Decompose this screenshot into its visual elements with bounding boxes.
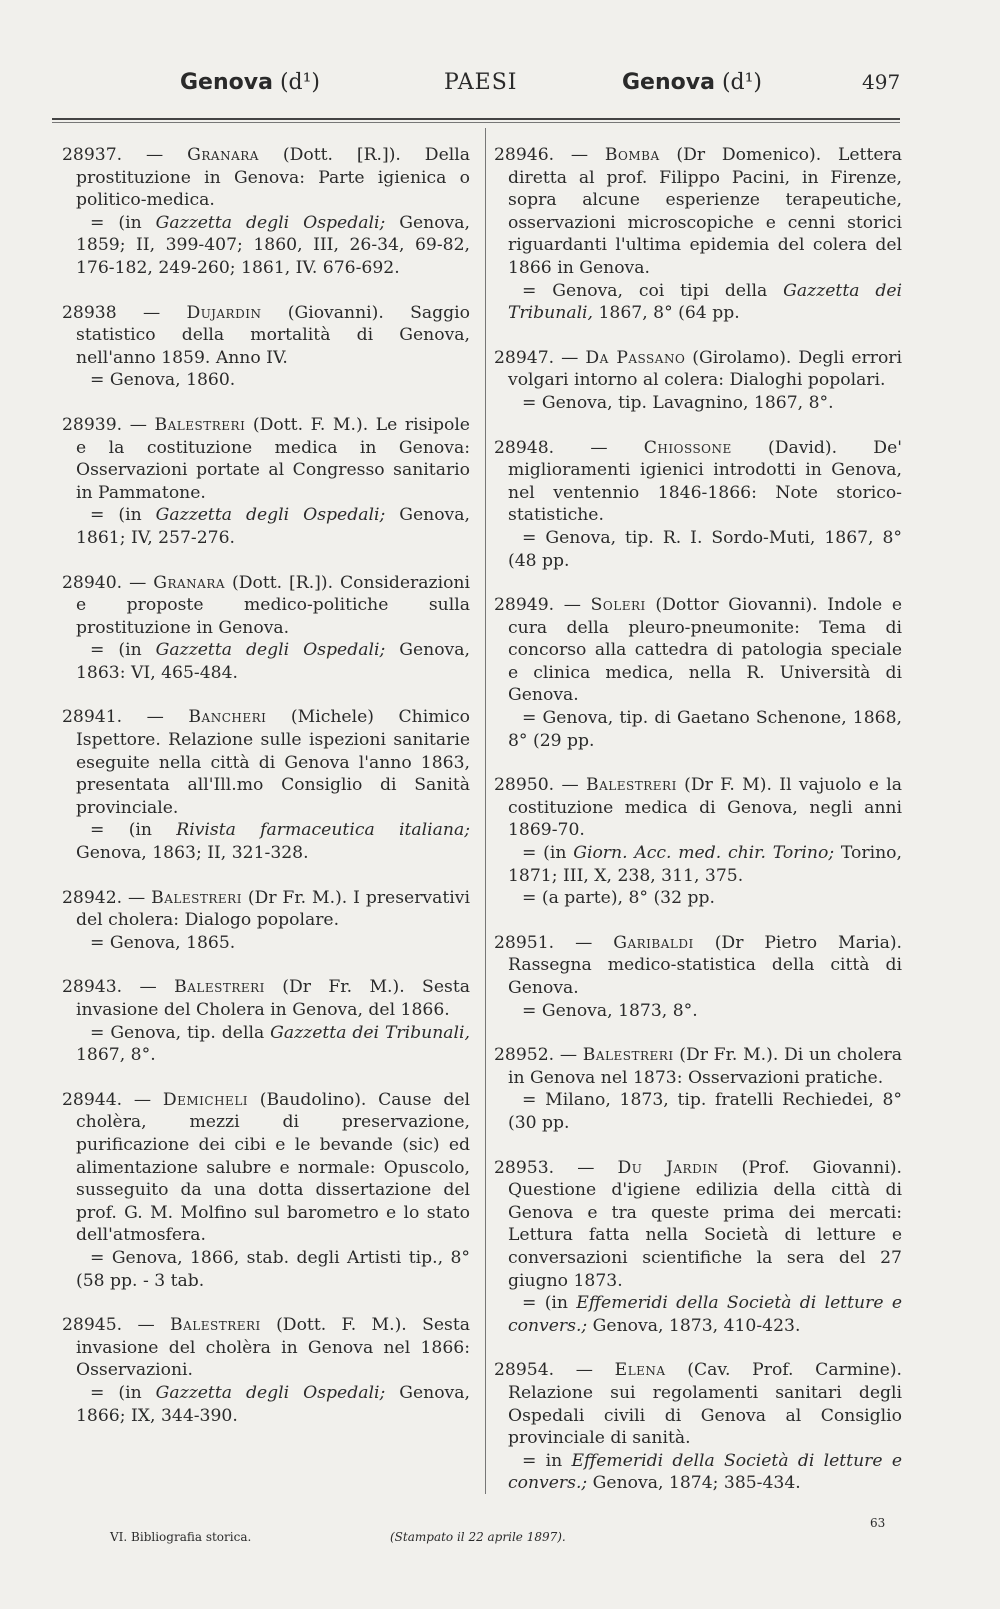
publication-pre: = Genova, tip. R. I. Sordo-Muti, 1867, 8° (48 pp. [508, 527, 902, 571]
entry-title: (Michele) Chimico Ispettore. Relazione sulle ispezioni sanitarie eseguite nella città di Genova l'anno 1863, presentata all'Ill.mo Consiglio di Sanità provinciale. [76, 707, 470, 818]
publication-post: Genova, 1863: VI, 465-484. [76, 640, 470, 683]
entry-number: 28946. [494, 145, 555, 165]
publication-italic: Gazzetta dei Tribunali, [508, 280, 902, 324]
entry-number: 28947. [494, 347, 555, 368]
entry-publication [494, 527, 902, 572]
publication-pre: = in [522, 1450, 572, 1471]
entry-publication [62, 1022, 470, 1067]
entry-number: 28948. [494, 437, 555, 458]
publication-post: Genova, 1861; IV, 257-276. [76, 505, 470, 548]
entry-publication [494, 1000, 902, 1023]
bibliography-entry [494, 774, 902, 910]
entry-title: (Dott. F. M.). Le risipole e la costituzione medica in Genova: Osservazioni portate al Congresso sanitario in Pammatone. [76, 414, 470, 503]
entry-title: (Dr Fr. M.). Sesta invasione del Cholera in Genova, del 1866. [76, 977, 470, 1020]
entry-publication [62, 369, 470, 392]
publication-pre: = Genova, tip. Lavagnino, 1867, 8°. [522, 392, 834, 413]
header-rule [52, 118, 900, 120]
page-footer [110, 1516, 900, 1550]
publication-italic: Gazzetta degli Ospedali; [155, 505, 386, 526]
entry-citation: 28951. — Garibaldi (Dr Pietro Maria). Rassegna medico-statistica della città di Genova. [494, 932, 902, 998]
publication-italic: Gazzetta degli Ospedali; [155, 1382, 386, 1403]
entry-publication [62, 1247, 470, 1292]
publication-italic: Gazzetta degli Ospedali; [155, 212, 386, 233]
publication-pre: = Milano, 1873, tip. fratelli Rechiedei, 8° (30 pp. [508, 1090, 902, 1133]
entry-publication [494, 1292, 902, 1337]
entry-number: 28951. [494, 932, 555, 953]
publication-post: Torino, 1871; III, X, 238, 311, 375. [508, 843, 902, 886]
entry-number: 28939. [62, 414, 123, 435]
entry-author: Granara [187, 145, 259, 165]
entry-title: (Dr Pietro Maria). Rassegna medico-statistica della città di Genova. [508, 932, 902, 998]
publication-pre: = Genova, tip. della [90, 1022, 271, 1043]
publication-pre: = (in [90, 1382, 156, 1403]
entry-citation: 28945. — Balestreri (Dott. F. M.). Sesta invasione del cholèra in Genova nel 1866: Osservazioni. [62, 1315, 470, 1381]
publication-pre: = Genova, 1866, stab. degli Artisti tip., 8° (58 pp. - 3 tab. [76, 1247, 470, 1291]
entry-publication [494, 280, 902, 325]
entry-title: (Dr Domenico). Lettera diretta al prof. Filippo Pacini, in Firenze, sopra alcune esperienze terapeutiche, osservazioni microscopiche e cenni storici riguardanti l'ultima epidemia del colera del 1866 in Genova. [508, 145, 902, 278]
entry-author: Bomba [604, 145, 660, 165]
bibliography-entry [494, 594, 902, 752]
entry-title: (Dott. F. M.). Sesta invasione del cholèra in Genova nel 1866: Osservazioni. [76, 1315, 470, 1381]
bibliography-entry [62, 1314, 470, 1427]
entry-citation: 28947. — Da Passano (Girolamo). Degli errori volgari intorno al colera: Dialoghi popolari. [494, 347, 903, 391]
entry-author: Da Passano [585, 347, 686, 368]
right-column [494, 144, 902, 1517]
entry-publication [62, 819, 470, 864]
entry-number: 28942. [62, 887, 123, 908]
entry-citation: 28938 — Dujardin (Giovanni). Saggio statistico della mortalità di Genova, nell'anno 1859. Anno IV. [62, 302, 470, 368]
footer-signature: 63 [870, 1516, 886, 1530]
bibliography-entry [62, 976, 470, 1066]
entry-number: 28952. [494, 1045, 555, 1066]
publication-post: 1867, 8°. [76, 1045, 156, 1066]
publication-pre: = (in [90, 640, 156, 661]
entry-title: (Girolamo). Degli errori volgari intorno al colera: Dialoghi popolari. [508, 347, 903, 391]
entry-author: Balestreri [585, 775, 677, 796]
entry-number: 28945. [62, 1315, 123, 1336]
bibliography-entry [62, 144, 470, 280]
entry-publication [494, 842, 902, 887]
publication-post: 1867, 8° (64 pp. [593, 303, 740, 324]
entry-author: Soleri [590, 595, 646, 616]
entry-citation: 28953. — Du Jardin (Prof. Giovanni). Questione d'igiene edilizia della città di Genova e tra queste prima dei mercati: Lettura fatta nella Società di letture e conversazioni scientifiche la sera del 27 giugno 1873. [494, 1157, 902, 1291]
entry-citation: 28949. — Soleri (Dottor Giovanni). Indole e cura della pleuro-pneumonite: Tema di concorso alla cattedra di patologia speciale e clinica medica, nella R. Università di Genova. [494, 595, 902, 706]
entry-publication [494, 707, 902, 752]
publication-italic: Gazzetta dei Tribunali, [270, 1022, 470, 1043]
bibliography-entry [494, 437, 902, 573]
running-header [180, 70, 900, 110]
bibliography-entry [494, 1359, 902, 1495]
publication-post: Genova, 1873, 410-423. [587, 1315, 801, 1336]
entry-citation: 28954. — Elena (Cav. Prof. Carmine). Relazione sui regolamenti sanitari degli Ospedali civili di Genova al Consiglio provinciale di sanità. [494, 1360, 902, 1449]
entry-citation: 28948. — Chiossone (David). De' miglioramenti igienici introdotti in Genova, nel ventennio 1846-1866: Note storico-statistiche. [494, 437, 902, 526]
entry-citation: 28950. — Balestreri (Dr F. M). Il vajuolo e la costituzione medica di Genova, negli anni 1869-70. [494, 775, 902, 841]
publication-pre: = (in [90, 212, 156, 233]
entry-number: 28944. [62, 1089, 123, 1110]
publication-post: Genova, 1859; II, 399-407; 1860, III, 26-34, 69-82, 176-182, 249-260; 1861, IV. 676-692. [76, 212, 470, 278]
entry-citation: 28940. — Granara (Dott. [R.]). Considerazioni e proposte medico-politiche sulla prostituzione in Genova. [62, 572, 470, 638]
entry-author: Granara [153, 572, 226, 593]
publication-pre: = Genova, 1860. [90, 370, 236, 391]
entry-number: 28950. [494, 775, 555, 796]
entry-title: (Giovanni). Saggio statistico della mortalità di Genova, nell'anno 1859. Anno IV. [76, 302, 470, 368]
entry-publication [62, 504, 470, 549]
entry-author: Demicheli [162, 1089, 249, 1110]
header-section: PAESI [444, 70, 518, 95]
entry-publication [494, 1089, 902, 1134]
entry-title: (Dr Fr. M.). Di un cholera in Genova nel 1873: Osservazioni pratiche. [508, 1045, 902, 1088]
publication-pre: = (in [90, 505, 156, 526]
publication-post: Genova, 1866; IX, 344-390. [76, 1382, 470, 1426]
entry-title: (Dottor Giovanni). Indole e cura della pleuro-pneumonite: Tema di concorso alla cattedra di patologia speciale e clinica medica, nella R. Università di Genova. [508, 595, 902, 706]
entry-publication [62, 212, 470, 280]
entry-author: Balestreri [151, 887, 242, 908]
entry-publication-extra: = (a parte), 8° (32 pp. [522, 888, 715, 909]
entry-author: Garibaldi [613, 932, 694, 953]
bibliography-entry [62, 1089, 470, 1292]
publication-italic: Effemeridi della Società di letture e convers.; [508, 1450, 902, 1494]
entry-title: (Prof. Giovanni). Questione d'igiene edilizia della città di Genova e tra queste prima dei mercati: Lettura fatta nella Società di letture e conversazioni scientifiche la sera del 27 giugno 1873. [508, 1157, 902, 1291]
bibliography-entry [494, 1044, 902, 1134]
publication-pre: = (in [90, 820, 177, 841]
bibliography-entry [62, 302, 470, 392]
bibliography-entry [494, 932, 902, 1022]
entry-number: 28949. [494, 595, 555, 616]
entry-publication [62, 1382, 470, 1427]
entry-citation: 28941. — Bancheri (Michele) Chimico Ispettore. Relazione sulle ispezioni sanitarie eseguite nella città di Genova l'anno 1863, presentata all'Ill.mo Consiglio di Sanità provinciale. [62, 707, 470, 818]
entry-publication [62, 932, 470, 955]
bibliography-entry [62, 887, 470, 955]
header-rule-thin [52, 122, 900, 123]
left-column [62, 144, 470, 1449]
entry-author: Elena [614, 1360, 666, 1381]
entry-citation: 28946. — Bomba (Dr Domenico). Lettera diretta al prof. Filippo Pacini, in Firenze, sopra alcune esperienze terapeutiche, osservazioni microscopiche e cenni storici riguardanti l'ultima epidemia del colera del 1866 in Genova. [494, 145, 902, 278]
publication-pre: = Genova, 1873, 8°. [522, 1000, 698, 1021]
entry-author: Balestreri [582, 1045, 674, 1066]
publication-pre: = Genova, tip. di Gaetano Schenone, 1868, 8° (29 pp. [508, 708, 902, 751]
entry-citation: 28944. — Demicheli (Baudolino). Cause del cholèra, mezzi di preservazione, purificazione dei cibi e le bevande (sic) ed alimentazione salubre e normale: Opuscolo, susseguito da una dotta dissertazione del prof. G. M. Molfino sul barometro e lo stato dell'atmosfera. [62, 1089, 470, 1246]
entry-publication [494, 392, 902, 415]
footer-print-date: (Stampato il 22 aprile 1897). [390, 1530, 566, 1544]
bibliography-entry [62, 706, 470, 864]
header-right: Genova (d¹) [622, 70, 763, 95]
publication-pre: = Genova, coi tipi della [522, 280, 784, 301]
entry-citation: 28937. — Granara (Dott. [R.]). Della prostituzione in Genova: Parte igienica o politico-medica. [62, 145, 470, 211]
entry-title: (Dott. [R.]). Della prostituzione in Genova: Parte igienica o politico-medica. [76, 145, 470, 211]
entry-author: Dujardin [186, 302, 262, 323]
entry-number: 28941. [62, 707, 123, 728]
bibliography-entry [494, 1157, 902, 1338]
entry-number: 28943. [62, 977, 123, 998]
publication-italic: Giorn. Acc. med. chir. Torino; [573, 843, 835, 864]
publication-pre: = (in [522, 1293, 577, 1314]
entry-title: (David). De' miglioramenti igienici introdotti in Genova, nel ventennio 1846-1866: Note storico-statistiche. [508, 437, 902, 526]
entry-publication [494, 1450, 902, 1495]
entry-author: Balestreri [154, 414, 246, 435]
publication-pre: = (in [522, 843, 574, 864]
bibliography-entry [494, 347, 902, 415]
column-divider [485, 128, 486, 1494]
entry-number: 28938 [62, 302, 117, 323]
publication-italic: Rivista farmaceutica italiana; [176, 820, 470, 841]
entry-citation: 28952. — Balestreri (Dr Fr. M.). Di un cholera in Genova nel 1873: Osservazioni pratiche. [494, 1045, 902, 1088]
entry-publication [62, 639, 470, 684]
bibliography-entry [62, 572, 470, 685]
footer-section: VI. Bibliografia storica. [110, 1530, 252, 1544]
entry-title: (Cav. Prof. Carmine). Relazione sui regolamenti sanitari degli Ospedali civili di Genova al Consiglio provinciale di sanità. [508, 1360, 902, 1449]
entry-number: 28954. [494, 1360, 555, 1381]
publication-pre: = Genova, 1865. [90, 932, 236, 953]
entry-author: Bancheri [188, 707, 267, 728]
publication-italic: Effemeridi della Società di letture e convers.; [508, 1293, 902, 1336]
publication-italic: Gazzetta degli Ospedali; [155, 640, 386, 661]
entry-title: (Dr Fr. M.). I preservativi del cholera: Dialogo popolare. [76, 887, 470, 931]
entry-author: Balestreri [169, 1315, 261, 1336]
bibliography-entry [62, 414, 470, 550]
header-left: Genova (d¹) [180, 70, 321, 95]
entry-number: 28953. [494, 1157, 555, 1178]
entry-title: (Dr F. M). Il vajuolo e la costituzione medica di Genova, negli anni 1869-70. [508, 775, 902, 841]
page-number: 497 [862, 70, 901, 94]
publication-post: Genova, 1874; 385-434. [587, 1473, 801, 1494]
entry-number: 28937. [62, 145, 123, 165]
bibliography-entry [494, 144, 902, 325]
entry-title: (Dott. [R.]). Considerazioni e proposte medico-politiche sulla prostituzione in Genova. [76, 572, 470, 638]
entry-citation: 28939. — Balestreri (Dott. F. M.). Le risipole e la costituzione medica in Genova: Osservazioni portate al Congresso sanitario in Pammatone. [62, 414, 470, 503]
entry-author: Balestreri [174, 977, 265, 998]
entry-author: Chiossone [643, 437, 732, 458]
entry-title: (Baudolino). Cause del cholèra, mezzi di preservazione, purificazione dei cibi e le bevande (sic) ed alimentazione salubre e normale: Opuscolo, susseguito da una dotta dissertazione del prof. G. M. Molfino sul barometro e lo stato dell'atmosfera. [76, 1089, 470, 1246]
entry-author: Du Jardin [617, 1157, 719, 1178]
entry-citation: 28943. — Balestreri (Dr Fr. M.). Sesta invasione del Cholera in Genova, del 1866. [62, 977, 470, 1020]
entry-number: 28940. [62, 572, 123, 593]
publication-post: Genova, 1863; II, 321-328. [76, 843, 309, 864]
entry-citation: 28942. — Balestreri (Dr Fr. M.). I preservativi del cholera: Dialogo popolare. [62, 887, 470, 931]
